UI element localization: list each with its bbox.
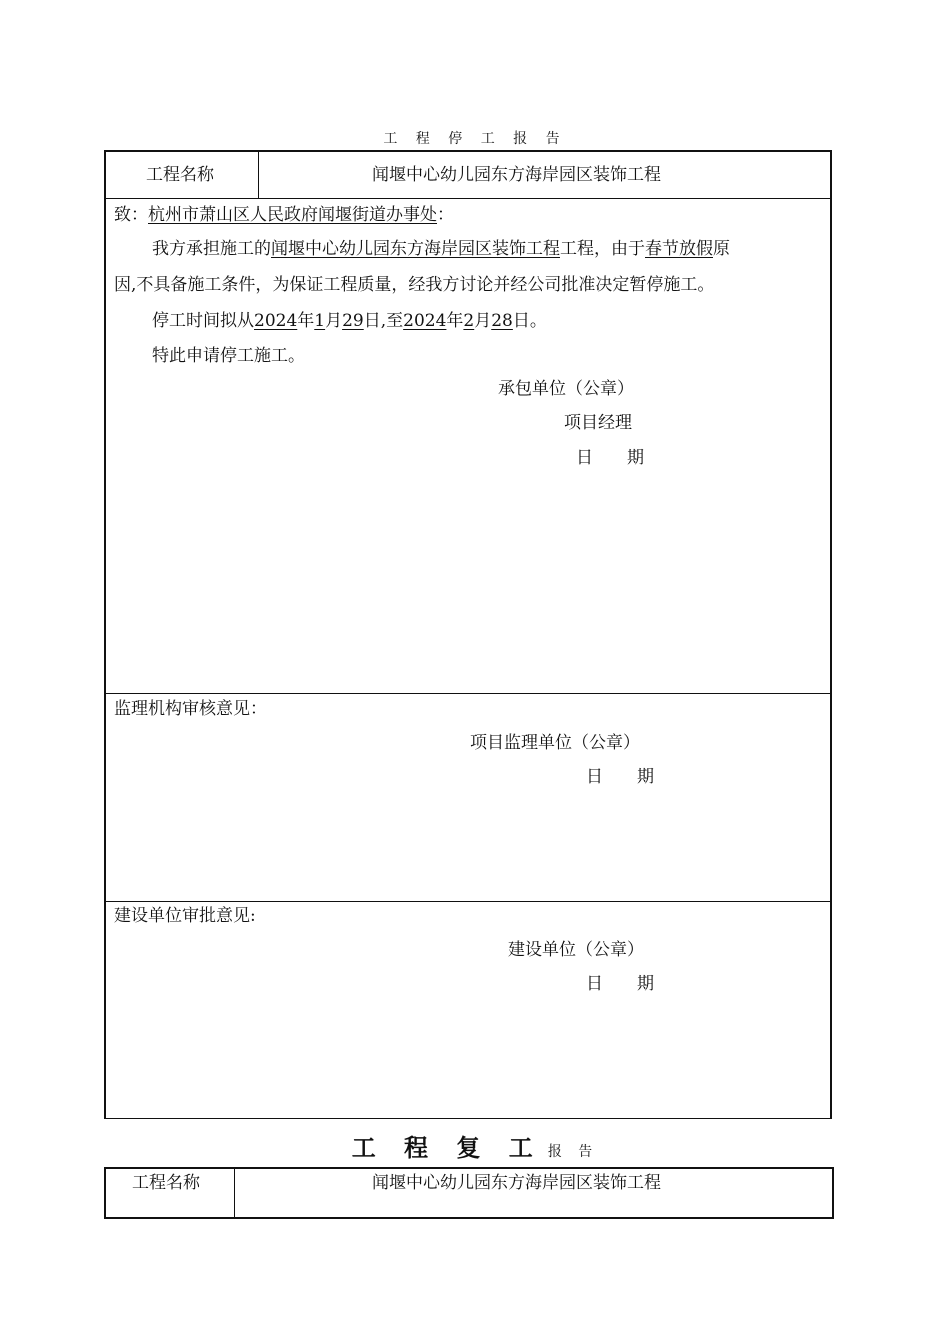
row-divider — [106, 198, 830, 199]
project-name-label: 工程名称 — [146, 165, 214, 185]
body-text: 我方承担施工的 — [152, 239, 271, 259]
row-divider — [106, 901, 830, 902]
resume-report-form — [104, 1167, 834, 1219]
resume-project-name-value: 闻堰中心幼儿园东方海岸园区装饰工程 — [372, 1173, 661, 1193]
body-paragraph-line1 — [152, 238, 730, 260]
start-year: 2024 — [254, 311, 298, 331]
day-char: 日。 — [512, 311, 547, 331]
resume-project-name-label: 工程名称 — [132, 1173, 200, 1193]
contractor-seal-label: 承包单位（公章） — [498, 379, 634, 399]
name-column-divider — [234, 1169, 235, 1217]
recipient-name: 杭州市萧山区人民政府闻堰街道办事处 — [148, 205, 437, 225]
body-project-name: 闻堰中心幼儿园东方海岸园区装饰工程 — [271, 239, 560, 259]
row-divider — [106, 693, 830, 694]
resume-title-main: 工 程 复 工 — [351, 1133, 543, 1162]
recipient-suffix: ： — [437, 205, 454, 225]
body-text: 工程，由于 — [560, 239, 645, 259]
start-month: 1 — [314, 311, 326, 331]
end-day: 28 — [491, 311, 513, 331]
resume-title-sub: 报 告 — [547, 1144, 599, 1160]
supervision-date-label: 日 期 — [586, 767, 654, 787]
owner-seal-label: 建设单位（公章） — [508, 940, 644, 960]
recipient-line — [114, 204, 454, 226]
end-year: 2024 — [403, 311, 447, 331]
owner-opinion-label: 建设单位审批意见: — [114, 906, 256, 926]
end-month: 2 — [463, 311, 475, 331]
supervision-seal-label: 项目监理单位（公章） — [470, 733, 640, 753]
body-text: 原 — [713, 239, 730, 259]
month-char: 月 — [474, 311, 492, 331]
body-paragraph-line2: 因,不具备施工条件，为保证工程质量，经我方讨论并经公司批准决定暂停施工。 — [114, 275, 715, 295]
day-char: 日,至 — [363, 311, 404, 331]
contractor-date-label: 日 期 — [576, 448, 644, 468]
year-char: 年 — [297, 311, 315, 331]
name-column-divider — [258, 152, 259, 198]
request-line: 特此申请停工施工。 — [152, 346, 305, 366]
year-char: 年 — [446, 311, 464, 331]
stop-period-line — [152, 310, 547, 332]
month-char: 月 — [325, 311, 343, 331]
owner-date-label: 日 期 — [586, 974, 654, 994]
resume-report-title — [0, 1128, 950, 1163]
project-manager-label: 项目经理 — [564, 413, 632, 433]
stop-report-title: 工 程 停 工 报 告 — [383, 131, 567, 147]
recipient-prefix: 致： — [114, 205, 148, 225]
project-name-value: 闻堰中心幼儿园东方海岸园区装饰工程 — [372, 165, 661, 185]
period-prefix: 停工时间拟从 — [152, 311, 254, 331]
start-day: 29 — [342, 311, 364, 331]
supervision-opinion-label: 监理机构审核意见： — [114, 699, 267, 719]
stop-reason: 春节放假 — [645, 239, 713, 259]
stop-report-form — [104, 150, 832, 1119]
